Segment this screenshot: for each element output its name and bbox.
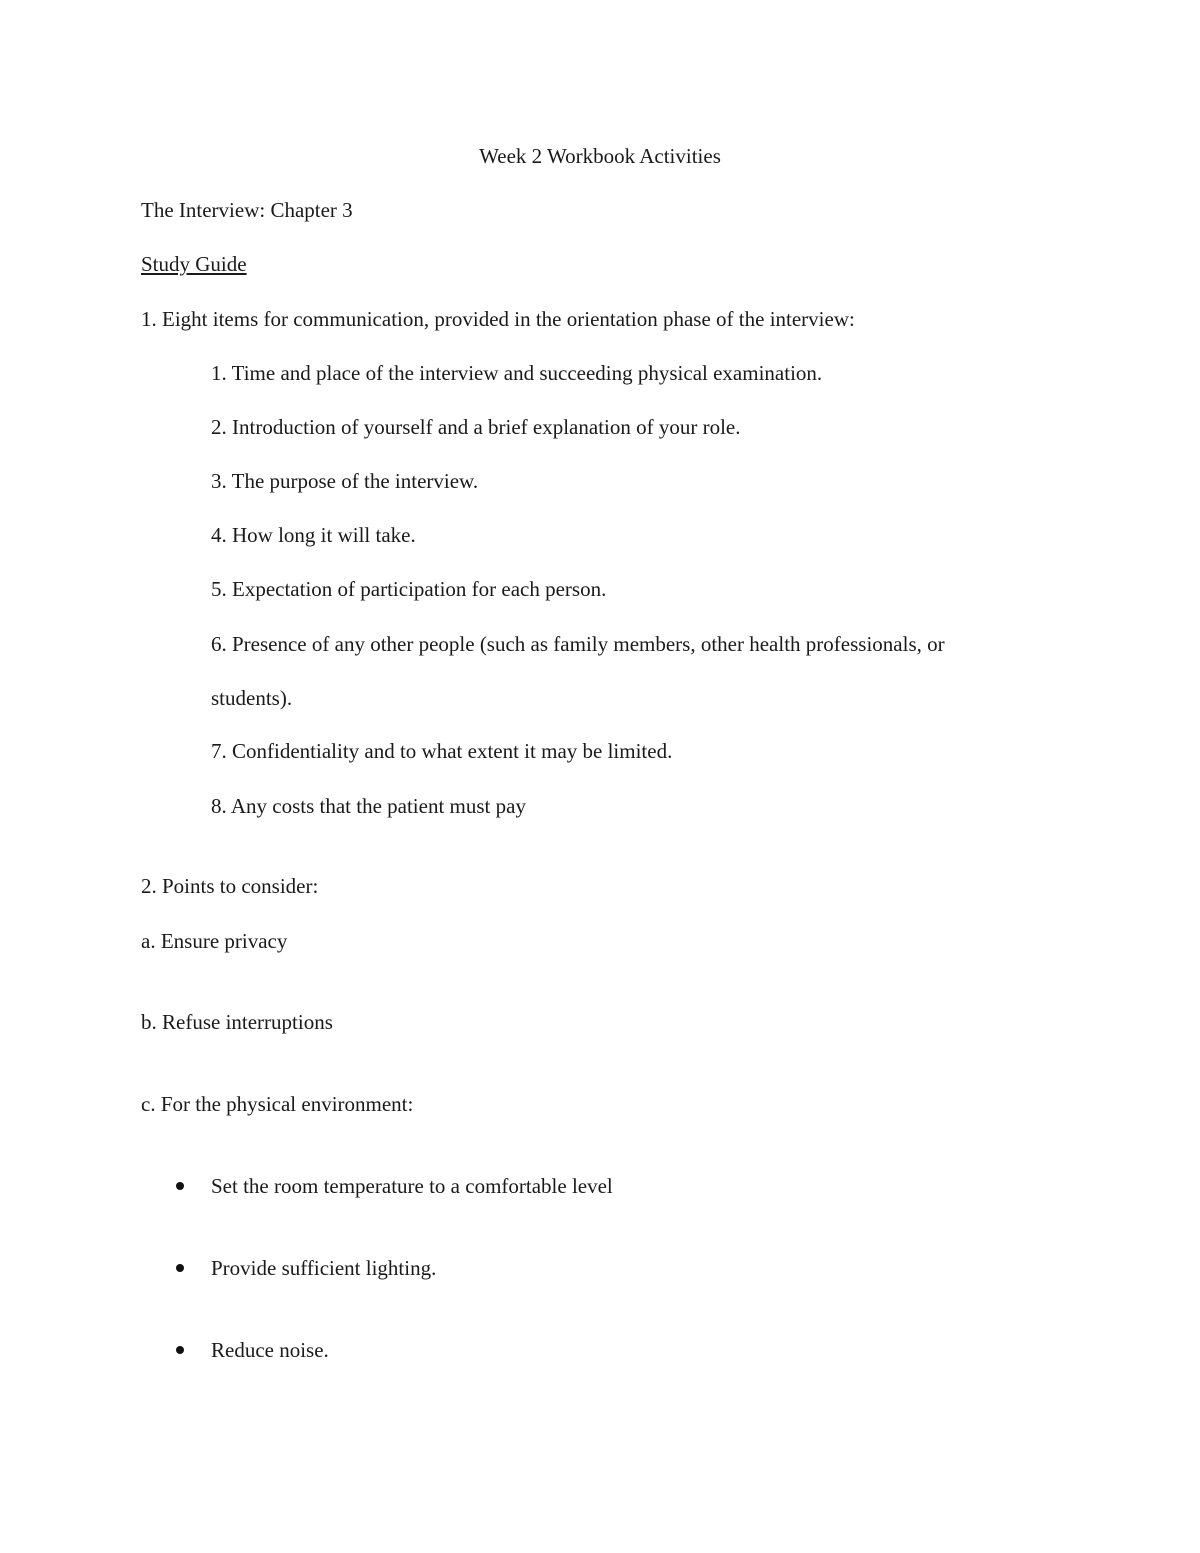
q1-item-8: 8. Any costs that the patient must pay xyxy=(211,794,526,818)
q1-item-4: 4. How long it will take. xyxy=(211,523,416,547)
bullet-icon xyxy=(176,1346,184,1354)
q1-item-3: 3. The purpose of the interview. xyxy=(211,469,479,493)
document-title: Week 2 Workbook Activities xyxy=(479,144,721,168)
bullet-icon xyxy=(176,1182,184,1190)
q1-item-7: 7. Confidentiality and to what extent it may be limited. xyxy=(211,739,673,763)
q1-item-6-continued: students). xyxy=(211,686,293,710)
bullet-icon xyxy=(176,1264,184,1272)
q1-item-5: 5. Expectation of participation for each person. xyxy=(211,577,607,601)
bullet-item-3: Reduce noise. xyxy=(211,1338,329,1362)
bullet-item-1: Set the room temperature to a comfortable level xyxy=(211,1174,613,1198)
question-1-text: 1. Eight items for communication, provided in the orientation phase of the interview: xyxy=(141,307,855,331)
chapter-heading: The Interview: Chapter 3 xyxy=(141,198,353,222)
q1-item-6: 6. Presence of any other people (such as family members, other health professionals, or xyxy=(211,632,945,656)
question-2-text: 2. Points to consider: xyxy=(141,874,319,898)
q2-point-a: a. Ensure privacy xyxy=(141,929,288,953)
q1-item-1: 1. Time and place of the interview and succeeding physical examination. xyxy=(211,361,823,385)
q1-item-2: 2. Introduction of yourself and a brief explanation of your role. xyxy=(211,415,741,439)
q2-point-c: c. For the physical environment: xyxy=(141,1092,414,1116)
bullet-item-2: Provide sufficient lighting. xyxy=(211,1256,437,1280)
q2-point-b: b. Refuse interruptions xyxy=(141,1010,333,1034)
study-guide-heading: Study Guide xyxy=(141,252,247,276)
